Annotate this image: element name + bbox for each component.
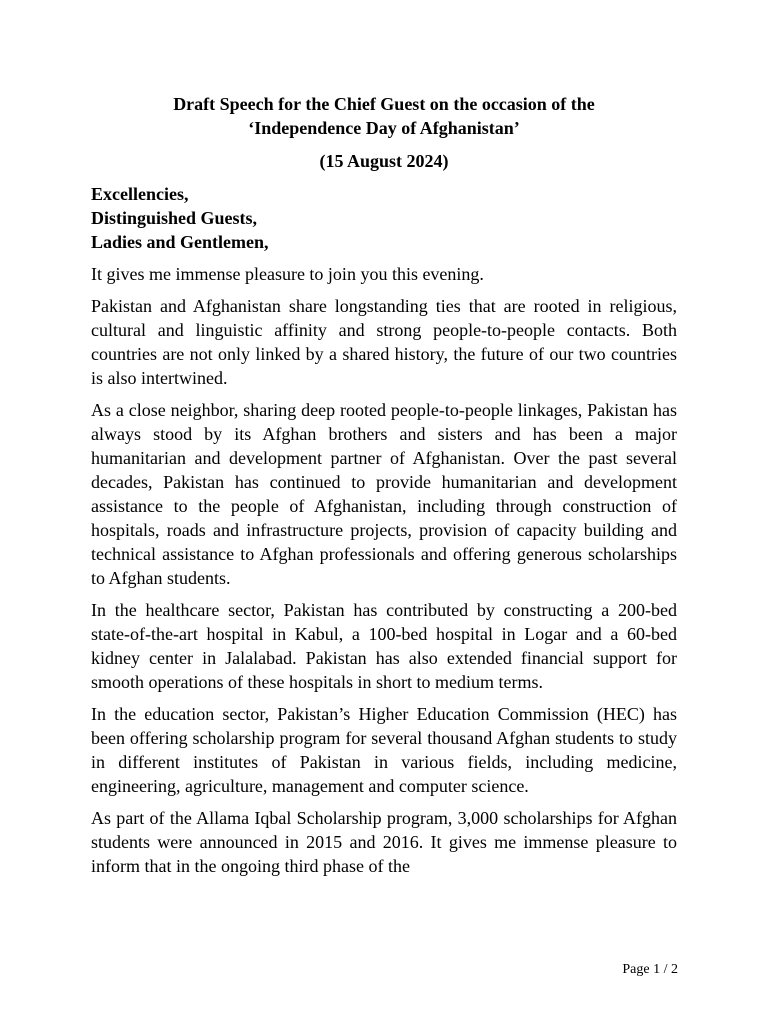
- salutation-block: [91, 182, 677, 254]
- page-number: Page 1 / 2: [622, 962, 678, 977]
- salutation-line: Distinguished Guests,: [91, 208, 258, 228]
- paragraph-ties: Pakistan and Afghanistan share longstanding ties that are rooted in religious, cultural and linguistic affinity and strong people-to-people contacts. Both countries are not only linked by a shared history, the future of our two countries is also intertwined.: [91, 296, 677, 388]
- speech-date: (15 August 2024): [319, 151, 449, 171]
- paragraph-opening: It gives me immense pleasure to join you this evening.: [91, 264, 484, 284]
- paragraph-education: In the education sector, Pakistan’s Higher Education Commission (HEC) has been offering scholarship program for several thousand Afghan students to study in different institutes of Pakistan in various fields, including medicine, engineering, agriculture, management and computer science.: [91, 704, 677, 796]
- document-page: [91, 92, 677, 878]
- salutation-line: Ladies and Gentlemen,: [91, 232, 269, 252]
- paragraph-neighbor: As a close neighbor, sharing deep rooted people-to-people linkages, Pakistan has always stood by its Afghan brothers and sisters and has been a major humanitarian and development partner of Afghanistan. Over the past several decades, Pakistan has continued to provide humanitarian and development assistance to the people of Afghanistan, including through construction of hospitals, roads and infrastructure projects, provision of capacity building and technical assistance to Afghan professionals and offering generous scholarships to Afghan students.: [91, 400, 677, 588]
- title-line-1: Draft Speech for the Chief Guest on the occasion of the: [173, 94, 595, 114]
- paragraph-scholarship: As part of the Allama Iqbal Scholarship program, 3,000 scholarships for Afghan students were announced in 2015 and 2016. It gives me immense pleasure to inform that in the ongoing third phase of the: [91, 808, 677, 876]
- title-line-2: ‘Independence Day of Afghanistan’: [248, 118, 520, 138]
- paragraph-healthcare: In the healthcare sector, Pakistan has contributed by constructing a 200-bed state-of-the-art hospital in Kabul, a 100-bed hospital in Logar and a 60-bed kidney center in Jalalabad. Pakistan has also extended financial support for smooth operations of these hospitals in short to medium terms.: [91, 600, 677, 692]
- salutation-line: Excellencies,: [91, 184, 189, 204]
- speech-title: [91, 92, 677, 140]
